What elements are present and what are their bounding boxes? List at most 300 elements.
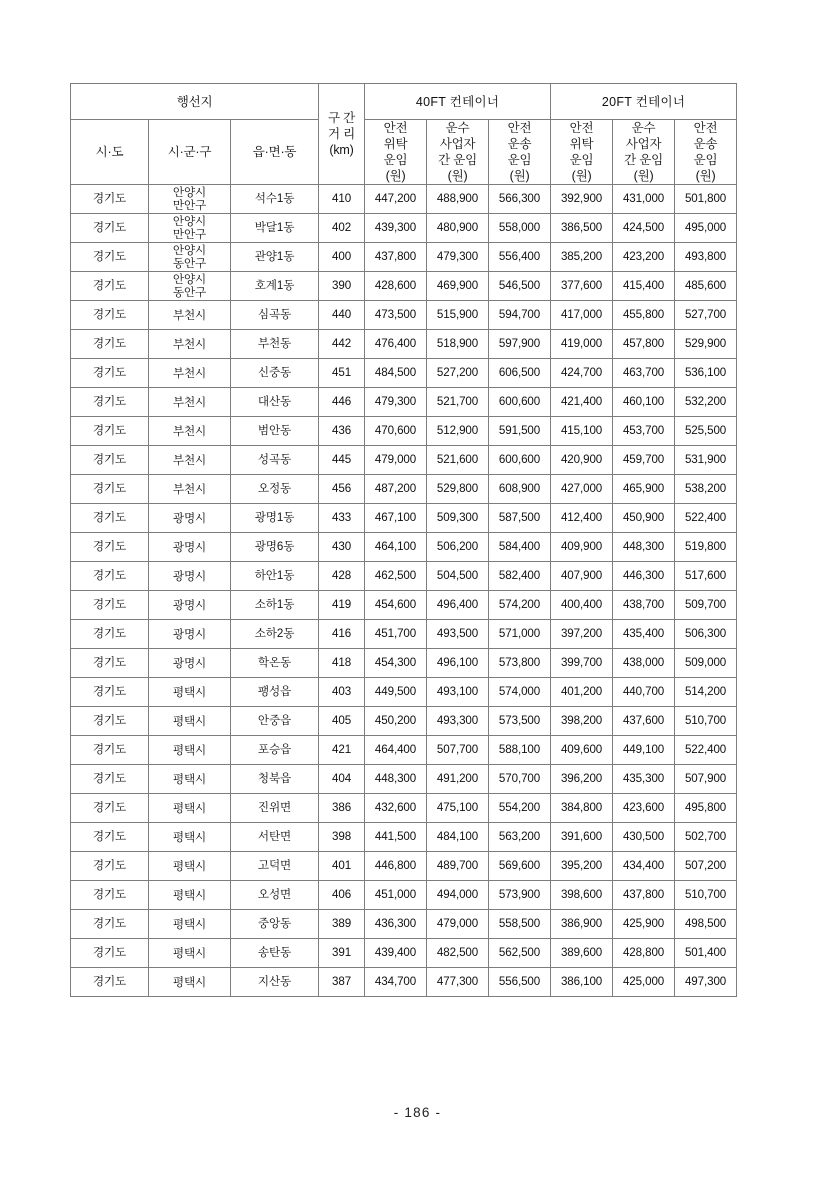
cell-40ft-safe-entrust-fare: 487,200 (365, 475, 427, 504)
table-row (71, 852, 737, 881)
cell-20ft-carrier-fare: 465,900 (613, 475, 675, 504)
cell-section-distance-km: 451 (319, 359, 365, 388)
cell-sigungu-line: 안양시 (172, 244, 207, 258)
table-row (71, 388, 737, 417)
table-row (71, 214, 737, 243)
header-20ft-entrust-line-4: (원) (571, 169, 592, 183)
cell-sigungu-line: 광명시 (172, 540, 207, 554)
cell-section-distance-km: 456 (319, 475, 365, 504)
header-sigungu: 시·군·구 (149, 120, 231, 185)
header-20ft-safe-transport-fare (675, 120, 737, 185)
header-destination-group: 행선지 (71, 84, 319, 120)
cell-sigungu-line: 안양시 (172, 215, 207, 229)
cell-section-distance-km: 403 (319, 678, 365, 707)
cell-20ft-carrier-fare: 459,700 (613, 446, 675, 475)
cell-section-distance-km: 445 (319, 446, 365, 475)
cell-40ft-safe-transport-fare: 594,700 (489, 301, 551, 330)
cell-section-distance-km: 402 (319, 214, 365, 243)
cell-eupmyeondong: 관양1동 (231, 243, 319, 272)
cell-eupmyeondong: 심곡동 (231, 301, 319, 330)
header-distance-line-2: 거 리 (328, 126, 356, 141)
cell-sigungu-line: 부천시 (172, 308, 207, 322)
cell-sigungu-line: 광명시 (172, 627, 207, 641)
cell-sigungu-line: 평택시 (172, 685, 207, 699)
cell-sigungu (149, 736, 231, 765)
cell-sigungu-line: 광명시 (172, 598, 207, 612)
cell-40ft-safe-entrust-fare: 436,300 (365, 910, 427, 939)
cell-40ft-safe-entrust-fare: 450,200 (365, 707, 427, 736)
cell-section-distance-km: 390 (319, 272, 365, 301)
cell-20ft-safe-entrust-fare: 427,000 (551, 475, 613, 504)
cell-40ft-safe-entrust-fare: 467,100 (365, 504, 427, 533)
cell-40ft-safe-entrust-fare: 464,400 (365, 736, 427, 765)
cell-40ft-safe-transport-fare: 556,500 (489, 968, 551, 997)
cell-20ft-carrier-fare: 423,600 (613, 794, 675, 823)
cell-sigungu (149, 794, 231, 823)
cell-sigungu (149, 910, 231, 939)
table-row (71, 446, 737, 475)
cell-eupmyeondong: 송탄동 (231, 939, 319, 968)
cell-sido: 경기도 (71, 765, 149, 794)
cell-eupmyeondong: 부천동 (231, 330, 319, 359)
cell-section-distance-km: 404 (319, 765, 365, 794)
cell-40ft-safe-entrust-fare: 437,800 (365, 243, 427, 272)
cell-section-distance-km: 410 (319, 185, 365, 214)
cell-20ft-carrier-fare: 446,300 (613, 562, 675, 591)
cell-sigungu-line: 평택시 (172, 714, 207, 728)
cell-40ft-carrier-fare: 515,900 (427, 301, 489, 330)
header-40ft-carrier-line-2: 사업자 (439, 137, 476, 151)
header-20ft-transport-line-4: (원) (695, 169, 716, 183)
page-number: - 186 - (393, 1105, 442, 1120)
table-row (71, 678, 737, 707)
cell-40ft-safe-entrust-fare: 476,400 (365, 330, 427, 359)
cell-section-distance-km: 442 (319, 330, 365, 359)
cell-20ft-safe-transport-fare: 510,700 (675, 707, 737, 736)
table-row (71, 736, 737, 765)
cell-40ft-safe-entrust-fare: 479,000 (365, 446, 427, 475)
cell-40ft-safe-entrust-fare: 464,100 (365, 533, 427, 562)
cell-sigungu (149, 881, 231, 910)
cell-sigungu-line: 평택시 (172, 772, 207, 786)
cell-sido: 경기도 (71, 330, 149, 359)
cell-40ft-carrier-fare: 521,700 (427, 388, 489, 417)
cell-40ft-safe-transport-fare: 546,500 (489, 272, 551, 301)
cell-20ft-safe-entrust-fare: 417,000 (551, 301, 613, 330)
cell-sido: 경기도 (71, 475, 149, 504)
cell-20ft-carrier-fare: 448,300 (613, 533, 675, 562)
cell-sigungu (149, 678, 231, 707)
cell-eupmyeondong: 박달1동 (231, 214, 319, 243)
cell-40ft-safe-transport-fare: 587,500 (489, 504, 551, 533)
cell-eupmyeondong: 호계1동 (231, 272, 319, 301)
cell-eupmyeondong: 고덕면 (231, 852, 319, 881)
cell-eupmyeondong: 서탄면 (231, 823, 319, 852)
cell-40ft-safe-entrust-fare: 473,500 (365, 301, 427, 330)
cell-20ft-carrier-fare: 415,400 (613, 272, 675, 301)
cell-40ft-safe-transport-fare: 573,900 (489, 881, 551, 910)
cell-eupmyeondong: 진위면 (231, 794, 319, 823)
cell-20ft-safe-entrust-fare: 424,700 (551, 359, 613, 388)
cell-40ft-carrier-fare: 504,500 (427, 562, 489, 591)
cell-20ft-safe-transport-fare: 517,600 (675, 562, 737, 591)
cell-40ft-safe-entrust-fare: 448,300 (365, 765, 427, 794)
cell-40ft-safe-transport-fare: 556,400 (489, 243, 551, 272)
header-20ft-carrier-line-1: 운수 (631, 121, 656, 135)
cell-section-distance-km: 391 (319, 939, 365, 968)
cell-20ft-carrier-fare: 450,900 (613, 504, 675, 533)
table-row (71, 330, 737, 359)
cell-20ft-safe-transport-fare: 493,800 (675, 243, 737, 272)
cell-eupmyeondong: 지산동 (231, 968, 319, 997)
cell-sigungu-line: 광명시 (172, 569, 207, 583)
cell-40ft-safe-transport-fare: 582,400 (489, 562, 551, 591)
cell-20ft-safe-transport-fare: 495,800 (675, 794, 737, 823)
cell-20ft-safe-transport-fare: 501,800 (675, 185, 737, 214)
cell-20ft-safe-entrust-fare: 392,900 (551, 185, 613, 214)
cell-20ft-safe-entrust-fare: 421,400 (551, 388, 613, 417)
cell-20ft-safe-entrust-fare: 409,900 (551, 533, 613, 562)
cell-sido: 경기도 (71, 446, 149, 475)
cell-40ft-safe-entrust-fare: 451,700 (365, 620, 427, 649)
cell-sido: 경기도 (71, 185, 149, 214)
cell-eupmyeondong: 범안동 (231, 417, 319, 446)
table-row (71, 939, 737, 968)
cell-20ft-carrier-fare: 425,900 (613, 910, 675, 939)
cell-20ft-carrier-fare: 437,800 (613, 881, 675, 910)
header-20ft-entrust-line-1: 안전 (569, 121, 594, 135)
cell-20ft-safe-entrust-fare: 400,400 (551, 591, 613, 620)
cell-eupmyeondong: 대산동 (231, 388, 319, 417)
cell-20ft-safe-transport-fare: 485,600 (675, 272, 737, 301)
cell-40ft-carrier-fare: 512,900 (427, 417, 489, 446)
cell-40ft-safe-transport-fare: 569,600 (489, 852, 551, 881)
cell-eupmyeondong: 학온동 (231, 649, 319, 678)
table-row (71, 475, 737, 504)
cell-40ft-carrier-fare: 488,900 (427, 185, 489, 214)
cell-sido: 경기도 (71, 794, 149, 823)
cell-40ft-safe-entrust-fare: 432,600 (365, 794, 427, 823)
cell-sigungu-line: 부천시 (172, 395, 207, 409)
cell-sigungu (149, 707, 231, 736)
cell-20ft-safe-transport-fare: 509,700 (675, 591, 737, 620)
header-40ft-transport-line-4: (원) (509, 169, 530, 183)
cell-sigungu (149, 417, 231, 446)
cell-sigungu (149, 968, 231, 997)
cell-sigungu (149, 591, 231, 620)
cell-eupmyeondong: 중앙동 (231, 910, 319, 939)
cell-sigungu-line: 부천시 (172, 366, 207, 380)
cell-sigungu-line: 안양시 (172, 273, 207, 287)
cell-sido: 경기도 (71, 214, 149, 243)
cell-20ft-safe-entrust-fare: 385,200 (551, 243, 613, 272)
cell-sigungu (149, 649, 231, 678)
cell-20ft-carrier-fare: 463,700 (613, 359, 675, 388)
cell-40ft-safe-entrust-fare: 449,500 (365, 678, 427, 707)
cell-40ft-safe-entrust-fare: 484,500 (365, 359, 427, 388)
cell-40ft-carrier-fare: 496,100 (427, 649, 489, 678)
table-row (71, 562, 737, 591)
cell-20ft-safe-entrust-fare: 389,600 (551, 939, 613, 968)
cell-20ft-safe-transport-fare: 509,000 (675, 649, 737, 678)
header-row-subcolumns (71, 120, 737, 185)
cell-20ft-safe-entrust-fare: 420,900 (551, 446, 613, 475)
table-row (71, 591, 737, 620)
cell-20ft-safe-transport-fare: 502,700 (675, 823, 737, 852)
cell-20ft-safe-transport-fare: 529,900 (675, 330, 737, 359)
cell-sigungu (149, 852, 231, 881)
cell-40ft-safe-transport-fare: 570,700 (489, 765, 551, 794)
cell-sigungu-line: 평택시 (172, 946, 207, 960)
table-row (71, 533, 737, 562)
cell-40ft-safe-entrust-fare: 446,800 (365, 852, 427, 881)
cell-sigungu (149, 388, 231, 417)
cell-20ft-safe-transport-fare: 514,200 (675, 678, 737, 707)
cell-sigungu (149, 359, 231, 388)
cell-40ft-carrier-fare: 477,300 (427, 968, 489, 997)
cell-40ft-safe-entrust-fare: 434,700 (365, 968, 427, 997)
header-20ft-transport-line-1: 안전 (693, 121, 718, 135)
cell-40ft-carrier-fare: 521,600 (427, 446, 489, 475)
cell-section-distance-km: 406 (319, 881, 365, 910)
cell-sido: 경기도 (71, 939, 149, 968)
cell-40ft-safe-entrust-fare: 441,500 (365, 823, 427, 852)
cell-sigungu (149, 446, 231, 475)
cell-20ft-safe-entrust-fare: 377,600 (551, 272, 613, 301)
cell-20ft-safe-transport-fare: 531,900 (675, 446, 737, 475)
cell-40ft-safe-transport-fare: 573,800 (489, 649, 551, 678)
cell-eupmyeondong: 오정동 (231, 475, 319, 504)
cell-40ft-safe-transport-fare: 600,600 (489, 446, 551, 475)
cell-20ft-safe-entrust-fare: 395,200 (551, 852, 613, 881)
cell-eupmyeondong: 안중읍 (231, 707, 319, 736)
cell-sigungu (149, 214, 231, 243)
table-header (71, 84, 737, 185)
cell-40ft-safe-transport-fare: 562,500 (489, 939, 551, 968)
header-20ft-transport-line-2: 운송 (693, 137, 718, 151)
cell-20ft-safe-transport-fare: 536,100 (675, 359, 737, 388)
header-40ft-transport-line-1: 안전 (507, 121, 532, 135)
cell-20ft-carrier-fare: 449,100 (613, 736, 675, 765)
cell-section-distance-km: 446 (319, 388, 365, 417)
cell-40ft-carrier-fare: 529,800 (427, 475, 489, 504)
cell-section-distance-km: 386 (319, 794, 365, 823)
table-row (71, 910, 737, 939)
cell-section-distance-km: 418 (319, 649, 365, 678)
cell-eupmyeondong: 소하2동 (231, 620, 319, 649)
table-row (71, 649, 737, 678)
cell-sigungu-line: 만안구 (172, 228, 207, 241)
cell-40ft-safe-transport-fare: 558,500 (489, 910, 551, 939)
cell-40ft-safe-transport-fare: 554,200 (489, 794, 551, 823)
cell-sido: 경기도 (71, 504, 149, 533)
cell-20ft-carrier-fare: 431,000 (613, 185, 675, 214)
cell-sigungu-line: 평택시 (172, 859, 207, 873)
cell-section-distance-km: 440 (319, 301, 365, 330)
cell-40ft-carrier-fare: 491,200 (427, 765, 489, 794)
table-row (71, 707, 737, 736)
header-40ft-entrust-line-2: 위탁 (383, 137, 408, 151)
cell-section-distance-km: 389 (319, 910, 365, 939)
cell-40ft-carrier-fare: 493,500 (427, 620, 489, 649)
cell-20ft-safe-entrust-fare: 391,600 (551, 823, 613, 852)
cell-sigungu (149, 301, 231, 330)
cell-20ft-safe-transport-fare: 507,900 (675, 765, 737, 794)
cell-40ft-carrier-fare: 527,200 (427, 359, 489, 388)
cell-sigungu-line: 만안구 (172, 199, 207, 212)
cell-section-distance-km: 421 (319, 736, 365, 765)
cell-40ft-carrier-fare: 496,400 (427, 591, 489, 620)
cell-sido: 경기도 (71, 417, 149, 446)
cell-40ft-safe-transport-fare: 563,200 (489, 823, 551, 852)
header-container-20ft: 20FT 컨테이너 (551, 84, 737, 120)
cell-40ft-safe-entrust-fare: 439,400 (365, 939, 427, 968)
cell-40ft-safe-transport-fare: 584,400 (489, 533, 551, 562)
cell-40ft-carrier-fare: 482,500 (427, 939, 489, 968)
cell-eupmyeondong: 광명1동 (231, 504, 319, 533)
cell-sido: 경기도 (71, 591, 149, 620)
cell-20ft-safe-entrust-fare: 419,000 (551, 330, 613, 359)
cell-section-distance-km: 428 (319, 562, 365, 591)
cell-sido: 경기도 (71, 649, 149, 678)
table-row (71, 765, 737, 794)
freight-rate-table (70, 83, 737, 997)
cell-40ft-safe-transport-fare: 597,900 (489, 330, 551, 359)
cell-sigungu-line: 평택시 (172, 917, 207, 931)
cell-sigungu-line: 안양시 (172, 186, 207, 200)
header-20ft-carrier-fare (613, 120, 675, 185)
header-distance-group (319, 84, 365, 185)
cell-sigungu-line: 평택시 (172, 888, 207, 902)
cell-20ft-safe-entrust-fare: 397,200 (551, 620, 613, 649)
cell-20ft-carrier-fare: 453,700 (613, 417, 675, 446)
cell-40ft-carrier-fare: 493,300 (427, 707, 489, 736)
cell-eupmyeondong: 오성면 (231, 881, 319, 910)
cell-eupmyeondong: 석수1동 (231, 185, 319, 214)
cell-40ft-safe-entrust-fare: 439,300 (365, 214, 427, 243)
cell-40ft-safe-transport-fare: 566,300 (489, 185, 551, 214)
cell-sido: 경기도 (71, 707, 149, 736)
cell-section-distance-km: 405 (319, 707, 365, 736)
cell-sigungu-line: 부천시 (172, 453, 207, 467)
cell-eupmyeondong: 광명6동 (231, 533, 319, 562)
header-40ft-transport-line-2: 운송 (507, 137, 532, 151)
header-20ft-transport-line-3: 운임 (693, 153, 718, 167)
table-row (71, 359, 737, 388)
cell-section-distance-km: 436 (319, 417, 365, 446)
cell-sigungu (149, 562, 231, 591)
table-body (71, 185, 737, 997)
cell-sido: 경기도 (71, 968, 149, 997)
cell-sido: 경기도 (71, 678, 149, 707)
cell-20ft-safe-entrust-fare: 386,900 (551, 910, 613, 939)
cell-40ft-safe-transport-fare: 591,500 (489, 417, 551, 446)
header-20ft-safe-entrust-fare (551, 120, 613, 185)
cell-40ft-carrier-fare: 507,700 (427, 736, 489, 765)
header-container-40ft: 40FT 컨테이너 (365, 84, 551, 120)
table-row (71, 823, 737, 852)
cell-section-distance-km: 387 (319, 968, 365, 997)
cell-eupmyeondong: 청북읍 (231, 765, 319, 794)
cell-20ft-safe-transport-fare: 507,200 (675, 852, 737, 881)
cell-sido: 경기도 (71, 562, 149, 591)
cell-section-distance-km: 419 (319, 591, 365, 620)
cell-40ft-carrier-fare: 484,100 (427, 823, 489, 852)
cell-20ft-carrier-fare: 435,400 (613, 620, 675, 649)
header-40ft-carrier-line-3: 간 운임 (438, 153, 477, 167)
cell-sido: 경기도 (71, 272, 149, 301)
table-row (71, 794, 737, 823)
cell-40ft-safe-transport-fare: 606,500 (489, 359, 551, 388)
cell-20ft-safe-transport-fare: 495,000 (675, 214, 737, 243)
cell-40ft-safe-transport-fare: 574,200 (489, 591, 551, 620)
cell-20ft-safe-entrust-fare: 401,200 (551, 678, 613, 707)
table-row (71, 504, 737, 533)
header-40ft-safe-transport-fare (489, 120, 551, 185)
table-row (71, 881, 737, 910)
cell-20ft-carrier-fare: 440,700 (613, 678, 675, 707)
cell-eupmyeondong: 성곡동 (231, 446, 319, 475)
cell-sido: 경기도 (71, 301, 149, 330)
cell-sigungu-line: 평택시 (172, 975, 207, 989)
cell-20ft-safe-transport-fare: 525,500 (675, 417, 737, 446)
cell-20ft-safe-transport-fare: 527,700 (675, 301, 737, 330)
cell-20ft-carrier-fare: 435,300 (613, 765, 675, 794)
cell-sido: 경기도 (71, 243, 149, 272)
cell-20ft-carrier-fare: 460,100 (613, 388, 675, 417)
cell-20ft-carrier-fare: 438,000 (613, 649, 675, 678)
cell-sigungu (149, 939, 231, 968)
cell-20ft-carrier-fare: 425,000 (613, 968, 675, 997)
cell-40ft-carrier-fare: 489,700 (427, 852, 489, 881)
header-20ft-carrier-line-3: 간 운임 (624, 153, 663, 167)
cell-eupmyeondong: 포승읍 (231, 736, 319, 765)
header-40ft-carrier-line-4: (원) (447, 169, 468, 183)
cell-sigungu (149, 620, 231, 649)
cell-sigungu-line: 평택시 (172, 830, 207, 844)
cell-40ft-safe-transport-fare: 588,100 (489, 736, 551, 765)
cell-eupmyeondong: 하안1동 (231, 562, 319, 591)
header-20ft-carrier-line-2: 사업자 (625, 137, 662, 151)
freight-rate-table-container (70, 83, 734, 997)
cell-sigungu (149, 272, 231, 301)
cell-20ft-safe-transport-fare: 497,300 (675, 968, 737, 997)
cell-20ft-safe-transport-fare: 498,500 (675, 910, 737, 939)
cell-40ft-carrier-fare: 518,900 (427, 330, 489, 359)
cell-20ft-safe-transport-fare: 519,800 (675, 533, 737, 562)
cell-40ft-carrier-fare: 480,900 (427, 214, 489, 243)
cell-sigungu (149, 475, 231, 504)
cell-sigungu (149, 533, 231, 562)
cell-40ft-carrier-fare: 506,200 (427, 533, 489, 562)
header-40ft-entrust-line-1: 안전 (383, 121, 408, 135)
cell-sido: 경기도 (71, 852, 149, 881)
cell-40ft-carrier-fare: 494,000 (427, 881, 489, 910)
cell-20ft-safe-transport-fare: 501,400 (675, 939, 737, 968)
cell-20ft-safe-transport-fare: 522,400 (675, 736, 737, 765)
cell-20ft-safe-entrust-fare: 384,800 (551, 794, 613, 823)
cell-40ft-safe-entrust-fare: 454,300 (365, 649, 427, 678)
cell-sido: 경기도 (71, 388, 149, 417)
cell-eupmyeondong: 팽성읍 (231, 678, 319, 707)
cell-20ft-safe-transport-fare: 510,700 (675, 881, 737, 910)
cell-sido: 경기도 (71, 620, 149, 649)
cell-40ft-safe-entrust-fare: 454,600 (365, 591, 427, 620)
cell-40ft-carrier-fare: 469,900 (427, 272, 489, 301)
cell-20ft-safe-entrust-fare: 415,100 (551, 417, 613, 446)
cell-20ft-safe-entrust-fare: 412,400 (551, 504, 613, 533)
table-row (71, 301, 737, 330)
